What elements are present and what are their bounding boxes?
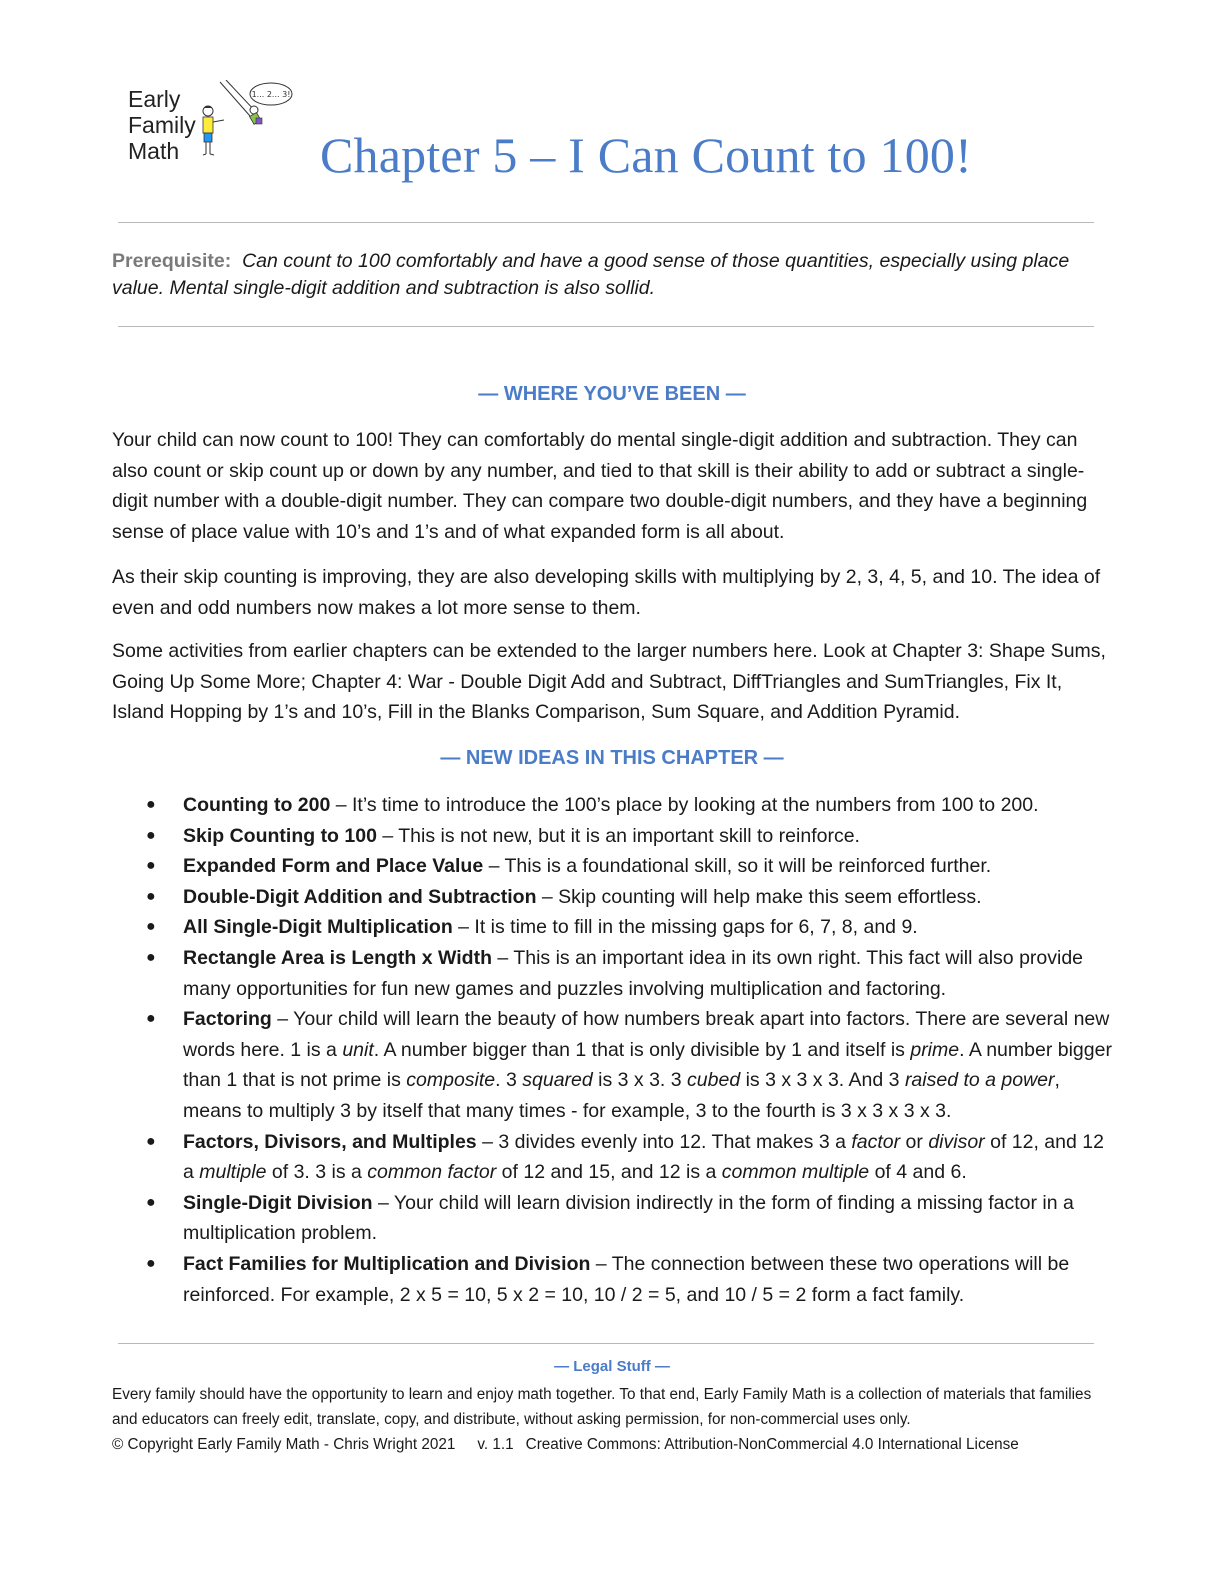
version: v. 1.1 — [477, 1436, 514, 1453]
idea-desc — [183, 1008, 1112, 1122]
bullet: ● — [146, 1254, 156, 1272]
italic-term: raised to a power — [904, 1069, 1055, 1092]
italic-term: squared — [522, 1069, 593, 1092]
prerequisite-text: Can count to 100 comfortably and have a good sense of those quantities, especially using place value. Mental single-digit addition and subtraction is also sollid. — [112, 250, 1070, 299]
list-item — [112, 790, 1112, 821]
list-item — [112, 912, 1112, 943]
idea-desc: – It is time to fill in the missing gaps for 6, 7, 8, and 9. — [452, 916, 918, 939]
italic-term: factor — [851, 1130, 901, 1153]
where-header: — WHERE YOU’VE BEEN — — [478, 383, 746, 405]
italic-term: divisor — [928, 1130, 985, 1153]
ideas-list — [112, 790, 1112, 1310]
bullet: ● — [146, 857, 156, 875]
ideas-header: — NEW IDEAS IN THIS CHAPTER — — [440, 747, 784, 769]
list-item — [112, 882, 1112, 913]
bullet: ● — [146, 796, 156, 813]
logo-bubble-text: 1... 2... 3! — [251, 90, 291, 99]
where-paragraph-3: Some activities from earlier chapters can be extended to the larger numbers here. Look at Chapter 3: Shape Sums, Going Up Some More; Chapter 4: War - Double Digit Add and Subtract, DiffTriangles and SumTriangles, Fix It, Island Hopping by 1’s and 10’s, Fill in the Blanks Comparison, Sum Square, and Addition Pyramid. — [112, 640, 1106, 724]
text-run: is 3 x 3 x 3. And 3 — [740, 1069, 905, 1092]
logo-line-3: Math — [128, 138, 180, 164]
list-item — [112, 821, 1112, 852]
text-run: of 12 and 15, and 12 is a — [496, 1161, 722, 1184]
bullet: ● — [146, 1010, 156, 1028]
legal-block — [112, 1382, 1112, 1457]
italic-term: multiple — [199, 1161, 267, 1184]
list-item — [112, 1004, 1112, 1126]
italic-term: prime — [910, 1038, 960, 1061]
list-item — [112, 1127, 1112, 1188]
italic-term: common multiple — [721, 1161, 870, 1184]
bullet: ● — [146, 1193, 156, 1211]
idea-term: Double-Digit Addition and Subtraction — [183, 885, 537, 908]
idea-term: Fact Families for Multiplication and Division — [183, 1252, 591, 1275]
idea-desc: – Your child will learn division indirectly in the form of finding a missing factor in a multiplication problem. — [183, 1191, 1074, 1245]
italic-term: common factor — [367, 1161, 497, 1184]
list-item — [112, 1249, 1112, 1310]
bullet: ● — [146, 948, 156, 966]
italic-term: composite — [406, 1069, 496, 1092]
text-run: or — [900, 1130, 929, 1153]
text-run: is 3 x 3. 3 — [592, 1069, 688, 1092]
idea-term: All Single-Digit Multiplication — [183, 916, 453, 939]
text-run: , means to multiply 3 by itself that many times - for example, 3 to the fourth is 3 x 3 x 3 x 3. — [183, 1069, 1060, 1122]
divider-legal — [118, 1343, 1094, 1344]
text-run: . A number bigger than 1 that is only divisible by 1 and itself is — [373, 1038, 911, 1061]
idea-term: Expanded Form and Place Value — [183, 855, 484, 878]
idea-desc: – The connection between these two operations will be reinforced. For example, 2 x 5 = 10, 5 x 2 = 10, 10 / 2 = 5, and 10 / 5 = 2 form a fact family. — [183, 1252, 1070, 1306]
logo — [128, 80, 303, 165]
bullet: ● — [146, 918, 156, 936]
idea-desc: – It’s time to introduce the 100’s place by looking at the numbers from 100 to 200. — [330, 794, 1039, 816]
legal-text: Every family should have the opportunity to learn and enjoy math together. To that end, Early Family Math is a collection of materials that families and educators can freely edit, translate, copy, and distribute, without asking permission, for non-commercial uses only. — [112, 1386, 1092, 1428]
prerequisite — [112, 248, 1102, 301]
idea-desc: – This is an important idea in its own right. This fact will also provide many opportunities for fun new games and puzzles involving multiplication and factoring. — [183, 946, 1084, 1000]
children-swing-logo-icon — [198, 80, 298, 165]
divider-prereq — [118, 326, 1094, 327]
text-run: – Your child will learn the beauty of how numbers break apart into factors. There are several new words here. 1 is a — [183, 1008, 1110, 1061]
idea-term: Single-Digit Division — [183, 1191, 373, 1214]
idea-desc: – Skip counting will help make this seem effortless. — [536, 885, 982, 908]
list-item — [112, 943, 1112, 1004]
italic-term: unit — [342, 1038, 374, 1061]
where-paragraph-1: Your child can now count to 100! They can comfortably do mental single-digit addition and subtraction. They can also count or skip count up or down by any number, and tied to that skill is their ability to add or subtract a single-digit number with a double-digit number. They can compare two double-digit numbers, and they have a beginning sense of place value with 10’s and 1’s and of what expanded form is all about. — [112, 429, 1088, 543]
idea-term: Counting to 200 — [183, 794, 331, 816]
list-item — [112, 1188, 1112, 1249]
logo-text — [128, 86, 196, 164]
legal-footer-line — [112, 1432, 1112, 1457]
bullet: ● — [146, 826, 156, 844]
page-title: Chapter 5 – I Can Count to 100! — [320, 127, 972, 183]
divider-top — [118, 222, 1094, 223]
text-run: of 4 and 6. — [869, 1161, 967, 1184]
prerequisite-label: Prerequisite: — [112, 250, 232, 272]
italic-term: cubed — [687, 1069, 741, 1092]
bullet: ● — [146, 887, 156, 905]
idea-term: Skip Counting to 100 — [183, 824, 377, 847]
legal-header: — Legal Stuff — — [554, 1358, 670, 1375]
idea-term: Factoring — [183, 1008, 272, 1031]
where-paragraph-2: As their skip counting is improving, they are also developing skills with multiplying by 2, 3, 4, 5, and 10. The idea of even and odd numbers now makes a lot more sense to them. — [112, 566, 1101, 619]
text-run: of 12, and 12 a — [183, 1130, 1104, 1184]
copyright: © Copyright Early Family Math - Chris Wright 2021 — [112, 1436, 456, 1453]
text-run: . 3 — [495, 1069, 523, 1092]
logo-line-2: Family — [128, 112, 196, 138]
text-run: . A number bigger than 1 that is not prime is — [183, 1038, 1112, 1092]
text-run: – 3 divides evenly into 12. That makes 3 a — [476, 1130, 852, 1153]
list-item — [112, 851, 1112, 882]
bullet: ● — [146, 1132, 156, 1150]
idea-term: Factors, Divisors, and Multiples — [183, 1130, 477, 1153]
idea-desc: – This is a foundational skill, so it will be reinforced further. — [483, 855, 992, 878]
logo-line-1: Early — [128, 86, 181, 112]
idea-term: Rectangle Area is Length x Width — [183, 946, 492, 969]
idea-desc: – This is not new, but it is an important skill to reinforce. — [376, 824, 860, 847]
text-run: of 3. 3 is a — [266, 1161, 368, 1184]
license: Creative Commons: Attribution-NonCommercial 4.0 International License — [525, 1436, 1019, 1453]
